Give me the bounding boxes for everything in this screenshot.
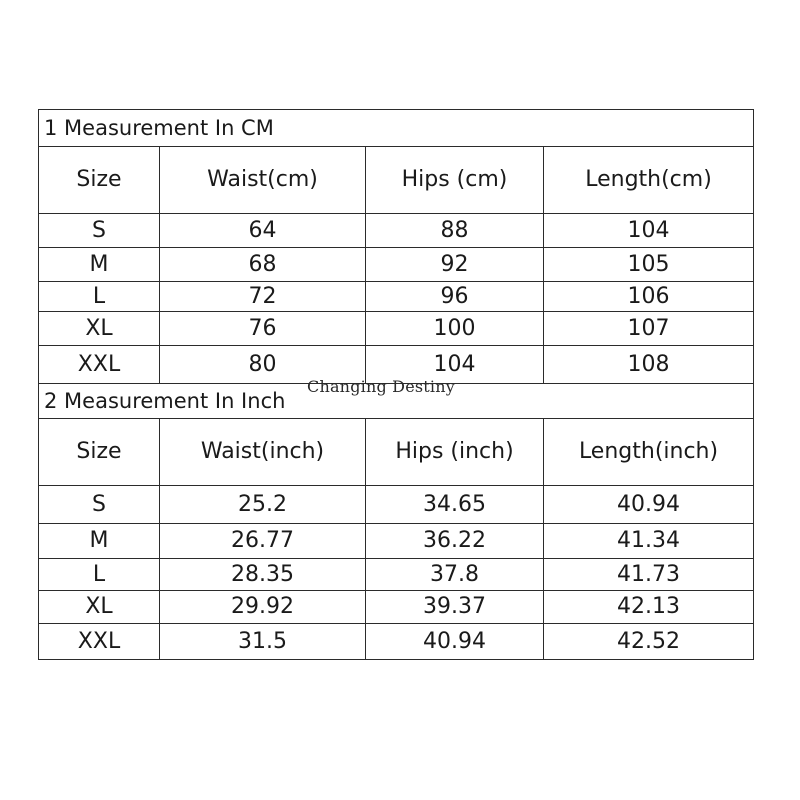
size-cell: M bbox=[39, 524, 160, 559]
length-cell: 106 bbox=[544, 282, 754, 312]
header-cell-hips: Hips (cm) bbox=[366, 147, 544, 214]
waist-cell: 76 bbox=[160, 312, 366, 346]
header-cell-size: Size bbox=[39, 147, 160, 214]
table-row bbox=[39, 282, 754, 312]
hips-cell: 36.22 bbox=[366, 524, 544, 559]
header-cell-waist: Waist(cm) bbox=[160, 147, 366, 214]
hips-cell: 39.37 bbox=[366, 591, 544, 624]
waist-cell: 28.35 bbox=[160, 559, 366, 591]
waist-cell: 68 bbox=[160, 248, 366, 282]
header-cell-waist: Waist(inch) bbox=[160, 419, 366, 486]
hips-cell: 92 bbox=[366, 248, 544, 282]
table-row bbox=[39, 248, 754, 282]
hips-cell: 96 bbox=[366, 282, 544, 312]
length-cell: 42.13 bbox=[544, 591, 754, 624]
length-cell: 41.73 bbox=[544, 559, 754, 591]
length-cell: 104 bbox=[544, 214, 754, 248]
length-cell: 107 bbox=[544, 312, 754, 346]
section-title-inch: 2 Measurement In Inch bbox=[39, 384, 754, 419]
size-cell: M bbox=[39, 248, 160, 282]
header-cell-size: Size bbox=[39, 419, 160, 486]
size-cell: XL bbox=[39, 312, 160, 346]
table-row bbox=[39, 524, 754, 559]
length-cell: 108 bbox=[544, 346, 754, 384]
table-row bbox=[39, 559, 754, 591]
section-title-cm: 1 Measurement In CM bbox=[39, 110, 754, 147]
hips-cell: 88 bbox=[366, 214, 544, 248]
header-row-cm bbox=[39, 147, 754, 214]
table-row bbox=[39, 624, 754, 660]
header-cell-length: Length(inch) bbox=[544, 419, 754, 486]
waist-cell: 80 bbox=[160, 346, 366, 384]
size-cell: L bbox=[39, 559, 160, 591]
length-cell: 105 bbox=[544, 248, 754, 282]
size-cell: XXL bbox=[39, 346, 160, 384]
header-row-inch bbox=[39, 419, 754, 486]
length-cell: 42.52 bbox=[544, 624, 754, 660]
hips-cell: 100 bbox=[366, 312, 544, 346]
length-cell: 41.34 bbox=[544, 524, 754, 559]
table-row bbox=[39, 486, 754, 524]
waist-cell: 29.92 bbox=[160, 591, 366, 624]
waist-cell: 72 bbox=[160, 282, 366, 312]
waist-cell: 26.77 bbox=[160, 524, 366, 559]
waist-cell: 25.2 bbox=[160, 486, 366, 524]
length-cell: 40.94 bbox=[544, 486, 754, 524]
table-row bbox=[39, 312, 754, 346]
size-cell: S bbox=[39, 214, 160, 248]
header-cell-hips: Hips (inch) bbox=[366, 419, 544, 486]
header-cell-length: Length(cm) bbox=[544, 147, 754, 214]
section-title-row bbox=[39, 110, 754, 147]
watermark-text: Changing Destiny bbox=[307, 377, 455, 396]
hips-cell: 34.65 bbox=[366, 486, 544, 524]
table-row bbox=[39, 591, 754, 624]
hips-cell: 104 bbox=[366, 346, 544, 384]
size-cell: XL bbox=[39, 591, 160, 624]
size-cell: S bbox=[39, 486, 160, 524]
hips-cell: 40.94 bbox=[366, 624, 544, 660]
waist-cell: 64 bbox=[160, 214, 366, 248]
size-cell: XXL bbox=[39, 624, 160, 660]
waist-cell: 31.5 bbox=[160, 624, 366, 660]
hips-cell: 37.8 bbox=[366, 559, 544, 591]
table-row bbox=[39, 214, 754, 248]
size-cell: L bbox=[39, 282, 160, 312]
